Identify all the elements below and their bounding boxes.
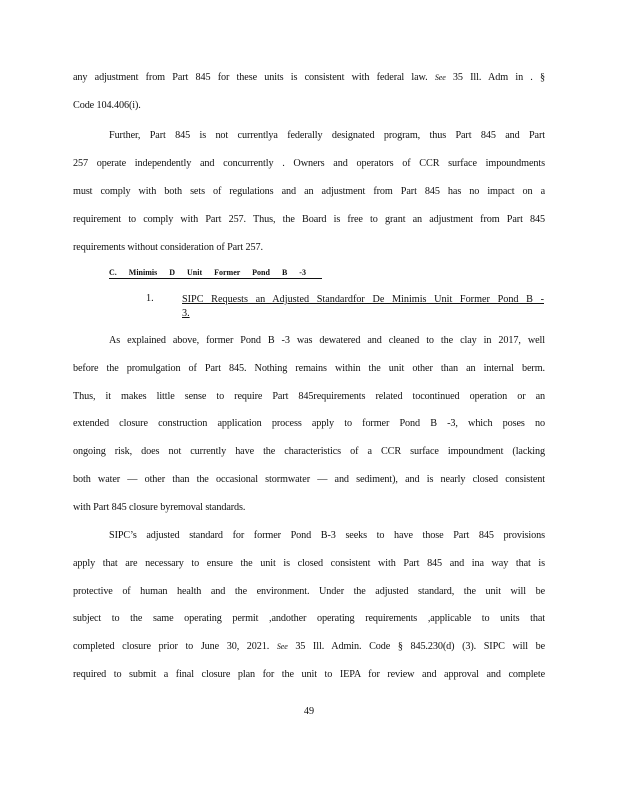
paragraph-line: SIPC’s adjusted standard for former Pond B-3 seeks to have those Part 845 provisions — [109, 530, 545, 541]
paragraph-line: requirement to comply with Part 257. Thus, the Board is free to grant an adjustment from Part 845 — [73, 214, 545, 225]
paragraph-line: Thus, it makes little sense to require Part 845requirements related tocontinued operation or an — [73, 391, 545, 402]
paragraph-line: ongoing risk, does not currently have the characteristics of a CCR surface impoundment (lacking — [73, 446, 545, 457]
paragraph-line: with Part 845 closure byremoval standards. — [73, 502, 246, 513]
subsection-heading: SIPC Requests an Adjusted Standardfor De Minimis Unit Former Pond B - 3. — [182, 294, 544, 319]
paragraph-line: both water — other than the occasional stormwater — and sediment), and is nearly closed consistent — [73, 474, 545, 485]
section-heading: C. Minimis D Unit Former Pond B -3 — [109, 268, 322, 279]
paragraph-line: extended closure construction application process apply to former Pond B -3, which poses no — [73, 418, 545, 429]
paragraph-line: requirements without consideration of Part 257. — [73, 242, 263, 253]
paragraph-line: required to submit a final closure plan for the unit to IEPA for review and approval and complete — [73, 669, 545, 680]
paragraph-line: subject to the same operating permit ,andother operating requirements ,applicable to units that — [73, 613, 545, 624]
paragraph-line: Further, Part 845 is not currentlya federally designated program, thus Part 845 and Part — [109, 130, 545, 141]
paragraph-line: completed closure prior to June 30, 2021. See 35 Ill. Admin. Code § 845.230(d) (3). SIPC will be — [73, 641, 545, 652]
body-line: any adjustment from Part 845 for these units is consistent with federal law. See 35 Ill. Adm in . § — [73, 72, 545, 83]
paragraph-line: protective of human health and the environment. Under the adjusted standard, the unit will be — [73, 586, 545, 597]
paragraph-line: must comply with both sets of regulations and an adjustment from Part 845 has no impact on a — [73, 186, 545, 197]
page-number: 49 — [303, 706, 315, 717]
paragraph-line: apply that are necessary to ensure the unit is closed consistent with Part 845 and ina way that is — [73, 558, 545, 569]
subsection-number: 1. — [146, 293, 154, 304]
body-line: Code 104.406(i). — [73, 100, 141, 111]
paragraph-line: before the promulgation of Part 845. Nothing remains within the unit other than an internal berm. — [73, 363, 545, 374]
paragraph-line: As explained above, former Pond B -3 was dewatered and cleaned to the clay in 2017, well — [109, 335, 545, 346]
paragraph-line: 257 operate independently and concurrently . Owners and operators of CCR surface impoundments — [73, 158, 545, 169]
